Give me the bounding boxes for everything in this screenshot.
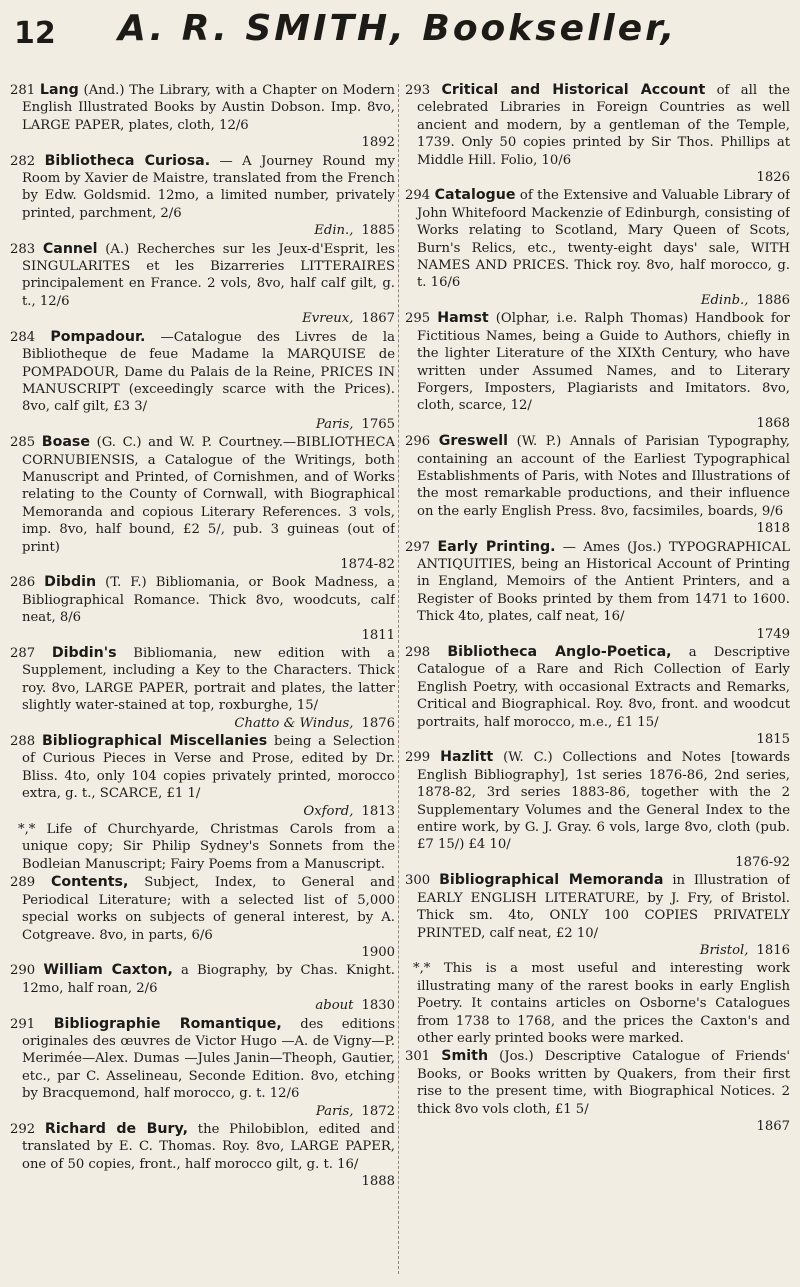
imprint-year: 1892 [361,135,395,151]
entry-headword: Catalogue [434,187,516,204]
entry-description: — A Journey Round my Room by Xavier de Maistre, translated from the French by Edw. Goldsmid. 12mo, a limited number, privately printed, parchment, 2/6 [22,153,395,221]
entry-imprint [417,854,790,871]
entry-imprint [22,803,395,820]
imprint-place: Oxford, [303,803,354,819]
imprint-place: Paris, [315,1103,354,1119]
page-header [0,0,800,80]
entry-imprint [22,627,395,644]
entry-description: (And.) The Library, with a Chapter on Modern English Illustrated Books by Austin Dobson. Imp. 8vo, LARGE PAPER, plates, cloth, 12/6 [22,83,395,133]
imprint-place: Bristol, [699,942,749,958]
lot-number: 288 [10,734,36,750]
entry-headword: Cannel [42,240,98,257]
lot-number: 282 [10,153,36,169]
entry-imprint [22,134,395,151]
imprint-year: 1765 [361,416,395,432]
catalogue-entry [405,872,790,959]
imprint-place: Paris, [315,416,354,432]
imprint-year: 1867 [361,311,395,327]
entry-headword: Lang [39,82,79,98]
entry-imprint [417,169,790,186]
entry-description: in Illustration of EARLY ENGLISH LITERATURE, by J. Fry, of Bristol. Thick sm. 4to, ONLY 100 COPIES PRIVATELY PRINTED, calf neat, £2 10/ [417,873,790,941]
entry-description: the Philobiblon, edited and translated by E. C. Thomas. Roy. 8vo, LARGE PAPER, one of 50 copies, front., half morocco gilt, g. t. 16/ [22,1121,395,1172]
catalogue-entry [405,644,790,748]
running-head: A. R. SMITH, Bookseller, [118,8,678,49]
imprint-year: 1876 [361,715,395,731]
column-divider [398,84,400,1274]
entry-imprint [417,1118,790,1135]
entry-imprint [22,715,395,732]
entry-imprint [417,292,790,309]
entry-headword: Bibliographie Romantique, [53,1015,282,1032]
entry-imprint [417,415,790,432]
page-number: 12 [14,16,56,51]
entry-headword: Dibdin [44,574,97,591]
entry-imprint [22,222,395,239]
lot-number: 301 [405,1049,431,1065]
entry-headword: Pompadour. [50,328,146,345]
lot-number: 300 [405,873,431,889]
lot-number: 296 [405,434,431,450]
entry-headword: Hamst [437,310,489,327]
imprint-year: 1885 [361,223,395,239]
catalogue-entry [405,539,790,643]
entry-description: Subject, Index, to General and Periodical Literature; with a selected list of 5,000 special works on subjects of general interest, by A. Cotgreave. 8vo, in parts, 6/6 [22,875,395,943]
imprint-place: Chatto & Windus, [234,715,354,731]
entry-description: (W. C.) Collections and Notes [towards English Bibliography], 1st series 1876-86, 2nd series, 1878-82, 3rd series 1883-86, together with the 2 Supplementary Volumes and the General Index to the entire work, by G. J. Gray. 6 vols, large 8vo, cloth (pub. £7 15/) £4 10/ [417,750,790,853]
entry-headword: Early Printing. [437,538,556,555]
entry-description: —Catalogue des Livres de la Bibliotheque de feue Madame la MARQUISE de POMPADOUR, Dame du Palais de la Reine, PRICES IN MANUSCRIPT (exceedingly scarce with the Prices). 8vo, calf gilt, £3 3/ [22,329,395,415]
catalogue-entry [405,1048,790,1135]
catalogue-note [10,821,395,873]
entry-headword: Smith [441,1048,489,1065]
lot-number: 293 [405,83,431,98]
imprint-year: 1813 [361,803,395,819]
entry-headword: William Caxton, [43,962,173,979]
entry-imprint [417,626,790,643]
catalogue-entry [10,874,395,961]
entry-description: Bibliomania, new edition with a Supplement, including a Key to the Characters. Thick roy. 8vo, LARGE PAPER, portrait and plates, the latter slightly water-stained at top, roxburghe, 15/ [22,646,395,714]
lot-number: 287 [10,646,36,661]
entry-imprint [22,1173,395,1190]
lot-number: 286 [10,575,36,591]
imprint-year: 1868 [756,415,790,431]
imprint-year: 1900 [361,944,395,960]
catalogue-entry [10,434,395,573]
catalogue-entry [405,749,790,871]
entry-description: des editions originales des œuvres de Victor Hugo —A. de Vigny—P. Merimée—Alex. Dumas —Jules Janin—Theoph, Gautier, etc., par C. Asselineau, Seconde Edition. 8vo, etching by Bracquemond, half morocco, g. t. 12/6 [22,1016,395,1102]
entry-headword: Bibliographical Miscellanies [41,733,268,750]
catalogue-entry [10,733,395,820]
entry-description: (W. P.) Annals of Parisian Typography, containing an account of the Earliest Typographical Establishments of Paris, with Notes and Illustrations of the most remarkable productions, and their influence on the early English Press. 8vo, facsimiles, boards, 9/6 [417,434,790,519]
entry-description: a Biography, by Chas. Knight. 12mo, half roan, 2/6 [22,963,395,996]
imprint-place: Edin., [314,223,354,239]
catalogue-entry [405,187,790,309]
catalogue-entry [10,329,395,433]
entry-headword: Dibdin's [51,645,117,661]
imprint-year: 1888 [361,1174,395,1190]
entry-headword: Critical and Historical Account [441,82,706,98]
imprint-year: 1876-92 [735,854,790,870]
entry-description: of all the celebrated Libraries in Foreign Countries as well ancient and modern, by a gentleman of the Temple, 1739. Only 50 copies printed by Sir Thos. Phillips at Middle Hill. Folio, 10/6 [417,83,790,168]
entry-headword: Richard de Bury, [44,1120,189,1137]
entry-headword: Bibliotheca Curiosa. [44,152,211,169]
imprint-year: 1811 [361,627,395,643]
catalogue-entry [10,962,395,1014]
entry-description: a Descriptive Catalogue of a Rare and Rich Collection of Early English Poetry, with occasional Extracts and Remarks, Critical and Biographical. Roy. 8vo, front. and woodcut portraits, half morocco, m.e., £1 15/ [417,645,790,730]
entry-headword: Bibliographical Memoranda [439,872,664,889]
catalogue-entry [405,82,790,186]
lot-number: 283 [10,241,36,257]
lot-number: 290 [10,963,36,979]
catalogue-entry [405,433,790,537]
entry-headword: Boase [41,434,90,451]
imprint-year: 1816 [756,942,790,958]
lot-number: 284 [10,329,36,345]
catalogue-entry [10,82,395,152]
entry-imprint [417,520,790,537]
entry-description: (Jos.) Descriptive Catalogue of Friends' Books, or Books written by Quakers, from their first rise to the present time, with Biographical Notices. 2 thick 8vo vols cloth, £1 5/ [417,1049,790,1117]
entry-imprint [22,1103,395,1120]
entry-imprint [22,310,395,327]
imprint-year: 1886 [756,292,790,308]
catalogue-entry [10,1121,395,1191]
imprint-year: 1874-82 [340,556,395,572]
catalogue-note [405,960,790,1047]
imprint-year: 1867 [756,1118,790,1134]
imprint-year: 1872 [361,1103,395,1119]
lot-number: 291 [10,1016,36,1032]
right-column [405,82,790,1277]
catalogue-entry [10,574,395,644]
entry-description: (Olphar, i.e. Ralph Thomas) Handbook for Fictitious Names, being a Guide to Authors, chiefly in the lighter Literature of the XIXth Century, who have written under Assumed Names, and to Literary Forgers, Imposters, Plagiarists and Imitators. 8vo, cloth, scarce, 12/ [417,311,790,414]
entry-imprint [22,416,395,433]
entry-description: of the Extensive and Valuable Library of John Whitefoord Mackenzie of Edinburgh, consisting of Works relating to Scotland, Mary Queen of Scots, Burn's Relics, etc., twenty-eight days' sale, WITH NAMES AND PRICES. Thick roy. 8vo, half morocco, g. t. 16/6 [417,188,790,291]
imprint-place: Edinb., [700,292,749,308]
imprint-year: 1749 [756,626,790,642]
imprint-place: about [315,998,354,1014]
entry-imprint [417,942,790,959]
entry-headword: Contents, [51,874,129,891]
lot-number: 285 [10,435,36,451]
imprint-year: 1815 [756,732,790,748]
lot-number: 299 [405,750,431,766]
imprint-year: 1818 [756,521,790,537]
catalogue-entry [10,153,395,240]
entry-headword: Bibliotheca Anglo-Poetica, [447,644,672,660]
lot-number: 294 [405,188,431,204]
catalogue-entry [10,645,395,732]
catalogue-entry [405,310,790,432]
lot-number: 297 [405,539,431,555]
entry-headword: Hazlitt [440,749,494,766]
note-text: *,* This is a most useful and interesting work illustrating many of the rarest books in early English Poetry. It contains articles on Osborne's Catalogues from 1738 to 1768, and the prices the Caxton's and other early printed books were marked. [413,961,790,1046]
imprint-year: 1830 [361,998,395,1014]
entry-headword: Greswell [438,433,508,450]
lot-number: 295 [405,311,431,327]
entry-description: — Ames (Jos.) TYPOGRAPHICAL ANTIQUITIES, being an Historical Account of Printing in England, Memoirs of the Antient Printers, and a Register of Books printed by them from 1471 to 1600. Thick 4to, plates, calf neat, 16/ [417,539,790,625]
entry-description: (G. C.) and W. P. Courtney.—BIBLIOTHECA CORNUBIENSIS, a Catalogue of the Writings, both Manuscript and Printed, of Cornishmen, and of Works relating to the County of Cornwall, with Biographical Memoranda and copious Literary References. 3 vols, imp. 8vo, half bound, £2 5/, pub. 3 guineas (out of print) [22,435,395,555]
entry-imprint [22,997,395,1014]
entry-imprint [417,731,790,748]
catalogue-entry [10,241,395,328]
imprint-place: Evreux, [302,311,354,327]
lot-number: 281 [10,83,36,98]
lot-number: 298 [405,645,431,660]
entry-description: (T. F.) Bibliomania, or Book Madness, a Bibliographical Romance. Thick 8vo, woodcuts, calf neat, 8/6 [22,575,395,626]
left-column [10,82,395,1277]
entry-description: being a Selection of Curious Pieces in Verse and Prose, edited by Dr. Bliss. 4to, only 104 copies privately printed, morocco extra, g. t., SCARCE, £1 1/ [22,734,395,802]
note-text: *,* Life of Churchyarde, Christmas Carols from a unique copy; Sir Philip Sydney's Sonnets from the Bodleian Manuscript; Fairy Poems from a Manuscript. [18,822,395,872]
entry-description: (A.) Recherches sur les Jeux-d'Esprit, les SINGULARITES et les Bizarreries LITTERAIRES principalement en France. 2 vols, 8vo, half calf gilt, g. t., 12/6 [22,241,395,309]
lot-number: 292 [10,1121,36,1137]
imprint-year: 1826 [756,170,790,186]
lot-number: 289 [10,875,36,891]
entry-imprint [22,556,395,573]
entry-imprint [22,944,395,961]
catalogue-entry [10,1016,395,1120]
